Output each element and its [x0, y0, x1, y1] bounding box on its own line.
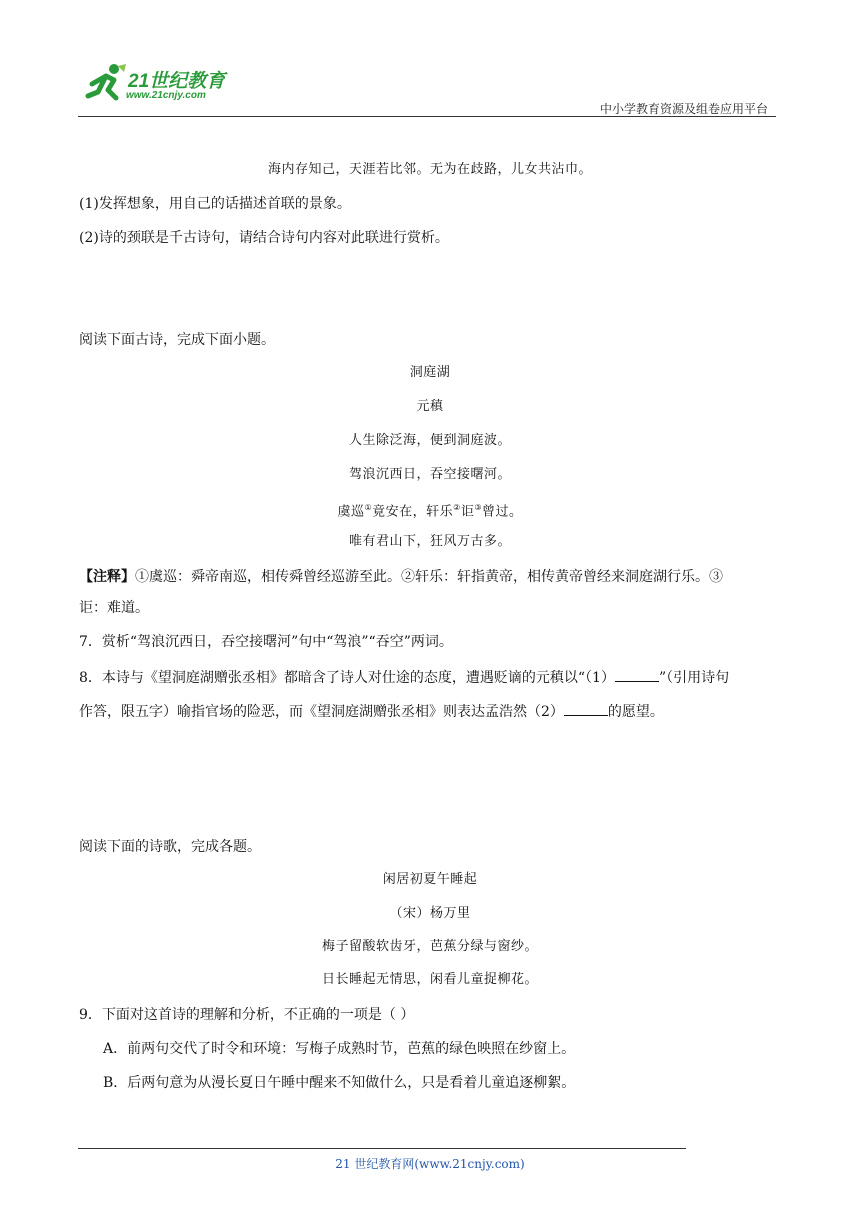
text-segment: 虞巡 — [337, 504, 365, 520]
poem-line: 梅子留酸软齿牙，芭蕉分绿与窗纱。 — [321, 939, 538, 954]
option-a[interactable]: A．前两句交代了时令和环境：写梅子成熟时节，芭蕉的绿色映照在纱窗上。 — [103, 1041, 576, 1057]
option-b[interactable]: B．后两句意为从漫长夏日午睡中醒来不知做什么，只是看着儿童追逐柳絮。 — [103, 1075, 576, 1091]
footnote-marker: ① — [364, 503, 373, 512]
question-text: 的愿望。 — [607, 704, 664, 720]
section-intro: 阅读下面的诗歌，完成各题。 — [79, 839, 261, 855]
annotation-continued: 讵：难道。 — [79, 600, 149, 616]
footnote-marker: ② — [453, 503, 461, 512]
question-text: ”（引用诗句 — [658, 670, 730, 686]
poem-line: 驾浪沉西日，吞空接曙河。 — [348, 467, 511, 482]
question-text: 8．本诗与《望洞庭湖赠张丞相》都暗含了诗人对仕途的态度，遭遇贬谪的元稹以“（1） — [79, 670, 615, 686]
poem-line-annotated — [0, 498, 860, 522]
logo-text: 21世纪教育 — [128, 71, 226, 92]
header-divider — [78, 116, 776, 117]
poem-line: 海内存知己，天涯若比邻。无为在歧路，儿女共沾巾。 — [267, 162, 592, 177]
poem-title: 洞庭湖 — [409, 365, 451, 380]
text-segment: 竟安在，轩乐 — [372, 504, 454, 520]
footnote-marker: ③ — [474, 503, 483, 512]
poem-line: 唯有君山下，狂风万古多。 — [348, 534, 511, 549]
text-segment: 讵 — [460, 504, 475, 520]
page-header — [78, 58, 776, 118]
poem-author: （宋）杨万里 — [389, 906, 471, 921]
answer-blank-1[interactable] — [615, 667, 659, 682]
question-7: 7．赏析“驾浪沉西日，吞空接曙河”句中“驾浪”“吞空”两词。 — [79, 634, 453, 650]
question-8-continued — [79, 701, 664, 722]
question-8 — [79, 667, 729, 688]
question-1: (1)发挥想象，用自己的话描述首联的景象。 — [79, 196, 351, 212]
poem-line: 人生除泛海，便到洞庭波。 — [348, 433, 511, 448]
footer-divider — [78, 1148, 686, 1149]
annotation-label: 【注释】 — [79, 569, 135, 585]
text-segment: 曾过。 — [482, 504, 523, 520]
annotation — [79, 567, 723, 587]
answer-blank-2[interactable] — [564, 701, 608, 716]
platform-name: 中小学教育资源及组卷应用平台 — [599, 102, 768, 116]
poem-line: 日长睡起无情思，闲看儿童捉柳花。 — [321, 972, 538, 987]
question-9: 9．下面对这首诗的理解和分析，不正确的一项是（ ） — [79, 1007, 415, 1023]
runner-icon — [84, 62, 128, 102]
poem-author: 元稹 — [416, 399, 444, 414]
logo-url: www.21cnjy.com — [126, 90, 206, 101]
footer-link[interactable]: 21 世纪教育网(www.21cnjy.com) — [335, 1157, 525, 1171]
question-2: (2)诗的颈联是千古诗句，请结合诗句内容对此联进行赏析。 — [79, 230, 449, 246]
section-intro: 阅读下面古诗，完成下面小题。 — [79, 332, 275, 348]
site-logo[interactable] — [78, 58, 258, 106]
annotation-text: ①虞巡：舜帝南巡，相传舜曾经巡游至此。②轩乐：轩指黄帝，相传黄帝曾经来洞庭湖行乐。③ — [135, 569, 723, 585]
question-text: 作答，限五字）喻指官场的险恶，而《望洞庭湖赠张丞相》则表达孟浩然（2） — [79, 704, 564, 720]
poem-title: 闲居初夏午睡起 — [382, 872, 478, 887]
